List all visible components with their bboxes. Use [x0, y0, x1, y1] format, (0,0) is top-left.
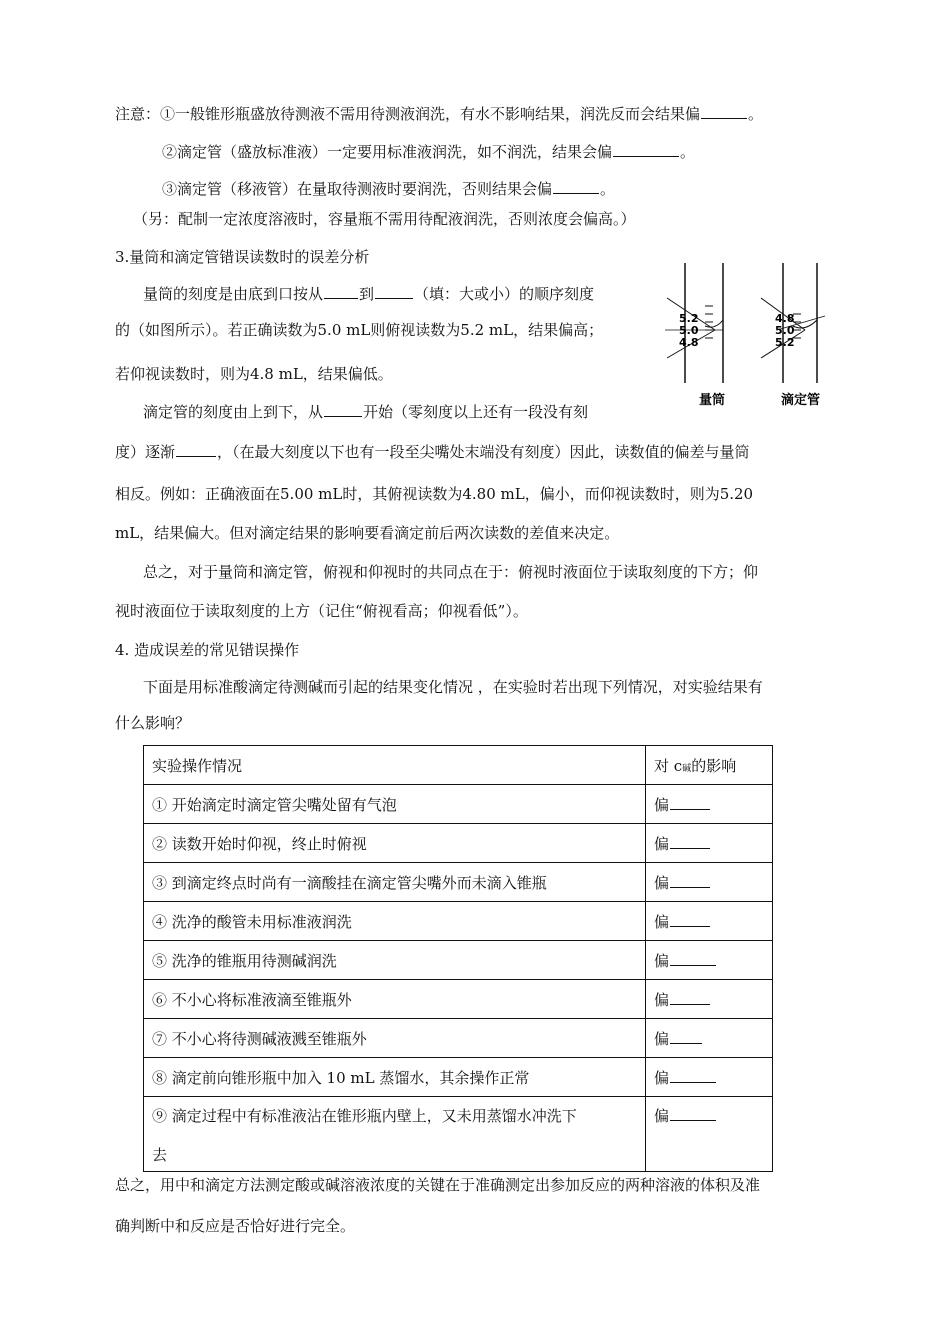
header-effect: 对 c碱的影响: [646, 746, 773, 785]
operation-cell: ⑨ 滴定过程中有标准液沾在锥形瓶内壁上，又未用蒸馏水冲洗下 去: [144, 1097, 646, 1172]
effect-cell: 偏: [646, 824, 773, 863]
answer-blank[interactable]: [670, 872, 710, 888]
table-header-row: [144, 746, 773, 785]
burette-diagram: [761, 263, 825, 408]
note-line-2: ②滴定管（盛放标准液）一定要用标准液润洗，如不润洗，结果会偏 。: [162, 143, 696, 161]
section-3-title: 3.量筒和滴定管错误读数时的误差分析: [115, 248, 370, 266]
s3-p1-line3: 若仰视读数时，则为4.8 mL，结果偏低。: [115, 365, 393, 383]
answer-blank[interactable]: [670, 794, 710, 810]
s3-p3-line1: 总之，对于量筒和滴定管，俯视和仰视时的共同点在于：俯视时液面位于读取刻度的下方；仰: [143, 563, 759, 581]
s3-p2-line1: 滴定管的刻度由上到下，从 开始（零刻度以上还有一段没有刻: [143, 403, 589, 421]
cylinder-tick-label: 4.8: [679, 336, 699, 349]
table-row: [144, 785, 773, 824]
s4-intro-line1: 下面是用标准酸滴定待测碱而引起的结果变化情况 ，在实验时若出现下列情况，对实验结果有: [143, 678, 763, 696]
operation-cell: ④ 洗净的酸管未用标准液润洗: [144, 902, 646, 941]
conclusion-line-1: 总之，用中和滴定方法测定酸或碱溶液浓度的关键在于准确测定出参加反应的两种溶液的体积及准: [115, 1176, 761, 1194]
answer-blank[interactable]: [176, 441, 216, 457]
note-line-3: ③滴定管（移液管）在量取待测液时要润洗，否则结果会偏 。: [162, 180, 616, 198]
answer-blank[interactable]: [324, 283, 358, 299]
answer-blank[interactable]: [670, 989, 710, 1005]
effect-cell: 偏: [646, 1058, 773, 1097]
operation-cell: ⑤ 洗净的锥瓶用待测碱润洗: [144, 941, 646, 980]
answer-blank[interactable]: [670, 1028, 702, 1044]
answer-blank[interactable]: [670, 950, 716, 966]
operation-cell: ⑦ 不小心将待测碱液溅至锥瓶外: [144, 1019, 646, 1058]
answer-blank[interactable]: [670, 1105, 716, 1121]
table-row: [144, 1019, 773, 1058]
s3-p1-line1: 量筒的刻度是由底到口按从 到 （填：大或小）的顺序刻度: [143, 285, 595, 303]
conclusion-line-2: 确判断中和反应是否恰好进行完全。: [115, 1217, 356, 1235]
answer-blank[interactable]: [701, 103, 747, 119]
answer-blank[interactable]: [670, 911, 710, 927]
effect-cell: 偏: [646, 1019, 773, 1058]
table-row: [144, 1097, 773, 1172]
table-row: [144, 902, 773, 941]
answer-blank[interactable]: [613, 141, 679, 157]
burette-tick-label: 5.2: [775, 336, 795, 349]
operation-cell: ⑧ 滴定前向锥形瓶中加入 10 mL 蒸馏水，其余操作正常: [144, 1058, 646, 1097]
s3-p3-line2: 视时液面位于读取刻度的上方（记住“俯视看高；仰视看低”）。: [115, 602, 528, 620]
error-operations-table: [143, 745, 773, 1172]
s3-p2-line3: 相反。例如：正确液面在5.00 mL时，其俯视读数为4.80 mL，偏小，而仰视读数时，则为5.20: [115, 485, 754, 503]
answer-blank[interactable]: [670, 833, 710, 849]
s3-p1-line2: 的（如图所示）。若正确读数为5.0 mL则俯视读数为5.2 mL，结果偏高；: [115, 321, 604, 339]
effect-cell: 偏: [646, 785, 773, 824]
operation-cell: ③ 到滴定终点时尚有一滴酸挂在滴定管尖嘴外而未滴入锥瓶: [144, 863, 646, 902]
operation-cell: ① 开始滴定时滴定管尖嘴处留有气泡: [144, 785, 646, 824]
operation-cell: ② 读数开始时仰视，终止时俯视: [144, 824, 646, 863]
section-4-title: 4. 造成误差的常见错误操作: [115, 641, 300, 659]
answer-blank[interactable]: [670, 1067, 716, 1083]
table-row: [144, 863, 773, 902]
effect-cell: 偏: [646, 941, 773, 980]
table-row: [144, 980, 773, 1019]
table-row: [144, 824, 773, 863]
cylinder-label: 量筒: [699, 393, 726, 408]
s3-p2-line4: mL，结果偏大。但对滴定结果的影响要看滴定前后两次读数的差值来决定。: [115, 524, 620, 542]
graduated-cylinder-diagram: [665, 263, 725, 408]
effect-cell: 偏: [646, 863, 773, 902]
burette-tick-label: 4.8: [775, 312, 795, 325]
effect-cell: 偏: [646, 980, 773, 1019]
operation-cell: ⑥ 不小心将标准液滴至锥瓶外: [144, 980, 646, 1019]
table-row: [144, 941, 773, 980]
cylinder-tick-label: 5.0: [679, 324, 699, 337]
cylinder-tick-label: 5.2: [679, 312, 699, 325]
header-operation: 实验操作情况: [144, 746, 646, 785]
effect-cell: 偏: [646, 902, 773, 941]
answer-blank[interactable]: [375, 283, 413, 299]
note-line-1: 注意：①一般锥形瓶盛放待测液不需用待测液润洗，有水不影响结果，润洗反而会结果偏 。: [115, 105, 764, 123]
burette-label: 滴定管: [781, 393, 821, 408]
s3-p2-line2: 度）逐渐 ，（在最大刻度以下也有一段至尖嘴处末端没有刻度）因此，读数值的偏差与量筒: [115, 443, 750, 461]
effect-cell: 偏: [646, 1097, 773, 1172]
s4-intro-line2: 什么影响？: [115, 714, 191, 732]
answer-blank[interactable]: [324, 401, 362, 417]
reading-figure: [665, 258, 835, 408]
note-line-4: （另：配制一定浓度溶液时，容量瓶不需用待配液润洗，否则浓度会偏高。）: [133, 210, 636, 228]
table-row: [144, 1058, 773, 1097]
answer-blank[interactable]: [553, 178, 599, 194]
burette-tick-label: 5.0: [775, 324, 795, 337]
